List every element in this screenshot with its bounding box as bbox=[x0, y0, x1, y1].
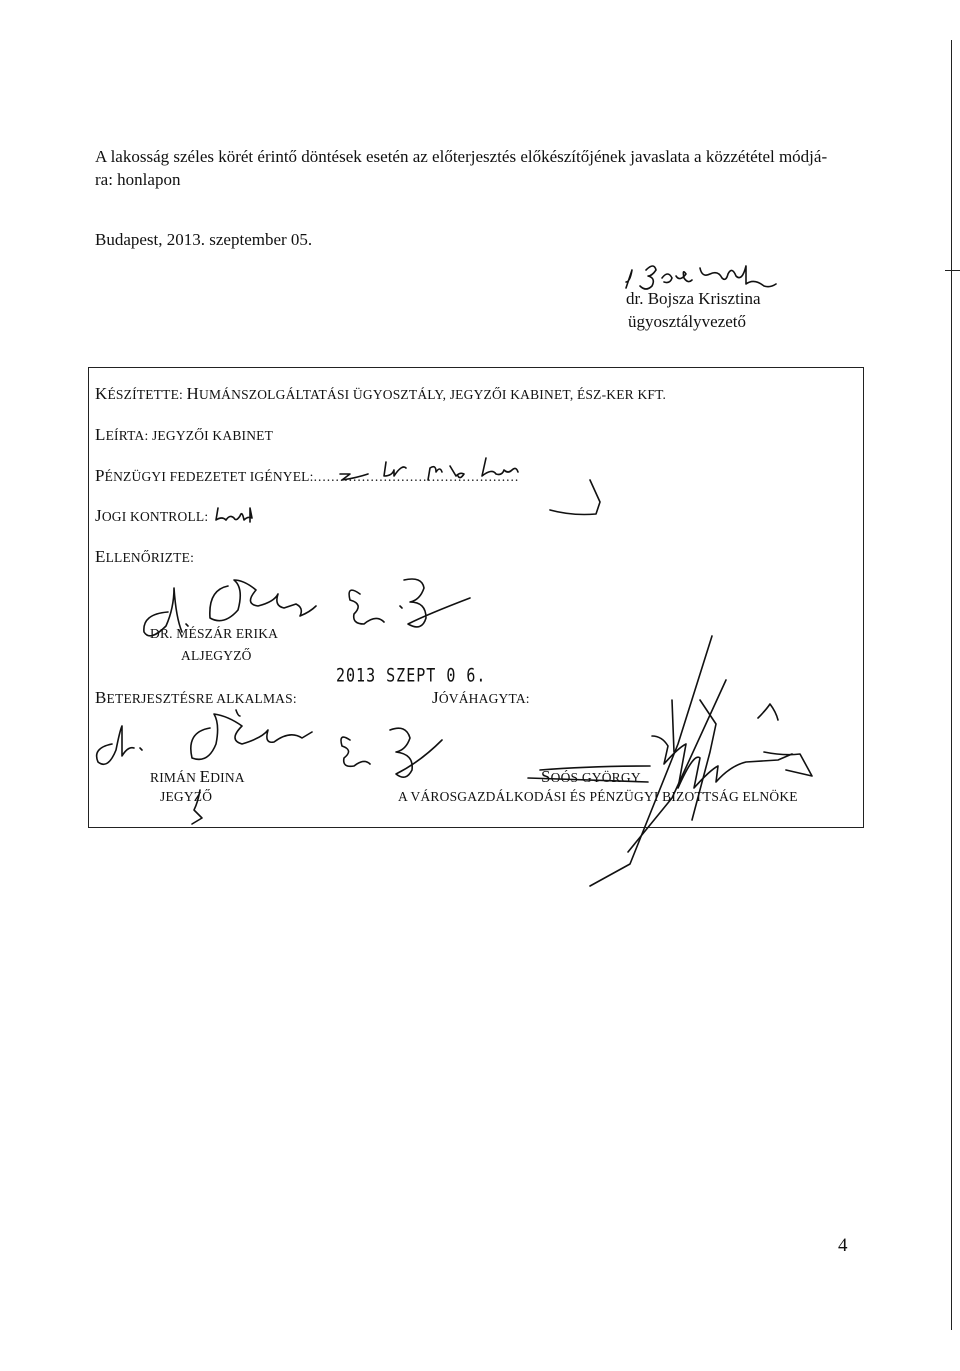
jovahagyta-line: JÓVÁHAGYTA: bbox=[432, 688, 530, 707]
received-stamp: 2013 SZEPT 0 6. bbox=[336, 664, 487, 687]
meszar-signature bbox=[144, 579, 470, 636]
keszitette-line: KÉSZÍTETTE: HUMÁNSZOLGÁLTATÁSI ÜGYOSZTÁLY, JEGYZŐI KABINET, ÉSZ-KER KFT. bbox=[95, 384, 667, 403]
riman-title-mark bbox=[192, 790, 202, 824]
soos-name: SOÓS GYÖRGY bbox=[541, 767, 641, 786]
jogi-initials bbox=[216, 508, 252, 522]
soos-title: A VÁROSGAZDÁLKODÁSI ÉS PÉNZÜGYI BIZOTTSÁG ELNÖKE bbox=[398, 789, 798, 804]
place-date: Budapest, 2013. szeptember 05. bbox=[95, 230, 313, 249]
penzugyi-dots: ............................................... bbox=[313, 469, 520, 484]
soos-signature bbox=[528, 636, 812, 886]
penzugyi-line: PÉNZÜGYI FEDEZETET IGÉNYEL:............................................... bbox=[95, 466, 520, 485]
ellenorizte-line: ELLENŐRIZTE: bbox=[95, 547, 195, 566]
riman-signature bbox=[97, 710, 442, 777]
riman-name: RIMÁN EDINA bbox=[150, 767, 245, 786]
page-number: 4 bbox=[838, 1235, 848, 1256]
meszar-name: DR. MÉSZÁR ERIKA bbox=[150, 626, 279, 641]
intro-line-2: ra: honlapon bbox=[95, 170, 181, 189]
leirta-line: LEÍRTA: JEGYZŐI KABINET bbox=[95, 425, 274, 444]
intro-line-1: A lakosság széles körét érintő döntések esetén az előterjesztés előkészítőjének javaslata a közzététel módjá- bbox=[95, 147, 828, 166]
signatory-name: dr. Bojsza Krisztina bbox=[626, 289, 761, 308]
riman-title: JEGYZŐ bbox=[160, 789, 213, 804]
signatory-title: ügyosztályvezető bbox=[628, 312, 747, 331]
nem-igenyel-note bbox=[340, 458, 518, 480]
jogi-line: JOGI KONTROLL: bbox=[95, 506, 209, 525]
bojsza-signature bbox=[626, 266, 776, 289]
margin-mark bbox=[550, 480, 600, 515]
meszar-title: ALJEGYZŐ bbox=[181, 648, 252, 663]
beterjesztesre-line: BETERJESZTÉSRE ALKALMAS: bbox=[95, 688, 297, 707]
